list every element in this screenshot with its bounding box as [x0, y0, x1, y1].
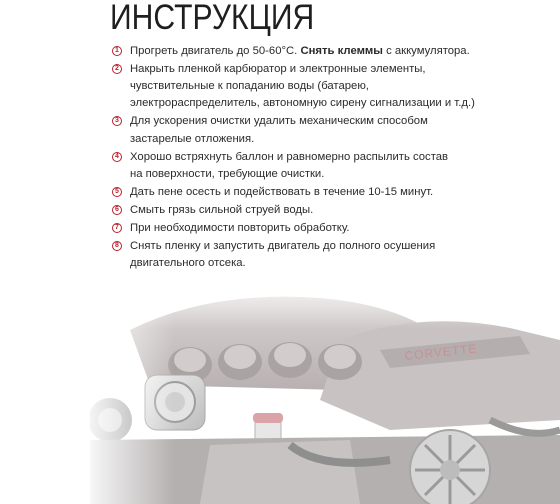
step-bold-text: Снять клеммы — [300, 45, 383, 57]
instruction-step — [112, 149, 552, 183]
step-text-line: Хорошо встряхнуть баллон и равномерно распылить состав — [130, 150, 449, 163]
step-number-badge: 5 — [112, 187, 122, 197]
step-number-badge: 3 — [112, 116, 122, 126]
instruction-step — [112, 202, 552, 219]
step-text-line: Прогреть двигатель до 50-60°С. Снять клеммы с аккумулятора. — [130, 45, 470, 57]
step-number-badge: 1 — [112, 46, 122, 56]
step-number-badge: 4 — [112, 152, 122, 162]
step-text-line: электрораспределитель, автономную сирену сигнализации и т.д.) — [130, 97, 475, 110]
step-text-line: Накрыть пленкой карбюратор и электронные элементы, — [130, 63, 426, 75]
step-text-line: чувствительные к попаданию воды (батарею, — [130, 80, 369, 93]
step-text-line: Дать пене осесть и подействовать в течение 10-15 минут. — [130, 185, 434, 198]
instruction-step — [112, 238, 552, 272]
step-number-badge: 8 — [112, 241, 122, 251]
step-number-badge: 7 — [112, 223, 122, 233]
step-number-badge: 6 — [112, 205, 122, 215]
step-text-line: двигательного отсека. — [130, 257, 246, 270]
instruction-step — [112, 43, 552, 60]
engine-photo — [90, 270, 560, 504]
instruction-step — [112, 220, 552, 237]
instruction-step — [112, 184, 552, 201]
instruction-steps-list — [112, 43, 552, 273]
step-text-line: Снять пленку и запустить двигатель до полного осушения — [130, 239, 436, 252]
instruction-step — [112, 113, 552, 147]
step-text-line: Смыть грязь сильной струей воды. — [130, 203, 314, 216]
step-text-line: При необходимости повторить обработку. — [130, 221, 350, 234]
step-text-line: застарелые отложения. — [130, 132, 255, 145]
page-title: ИНСТРУКЦИЯ — [110, 0, 315, 37]
step-number-badge: 2 — [112, 64, 122, 74]
step-text-line: Для ускорения очистки удалить механическим способом — [130, 115, 428, 128]
instruction-step — [112, 61, 552, 113]
step-text-line: на поверхности, требующие очистки. — [130, 167, 325, 180]
